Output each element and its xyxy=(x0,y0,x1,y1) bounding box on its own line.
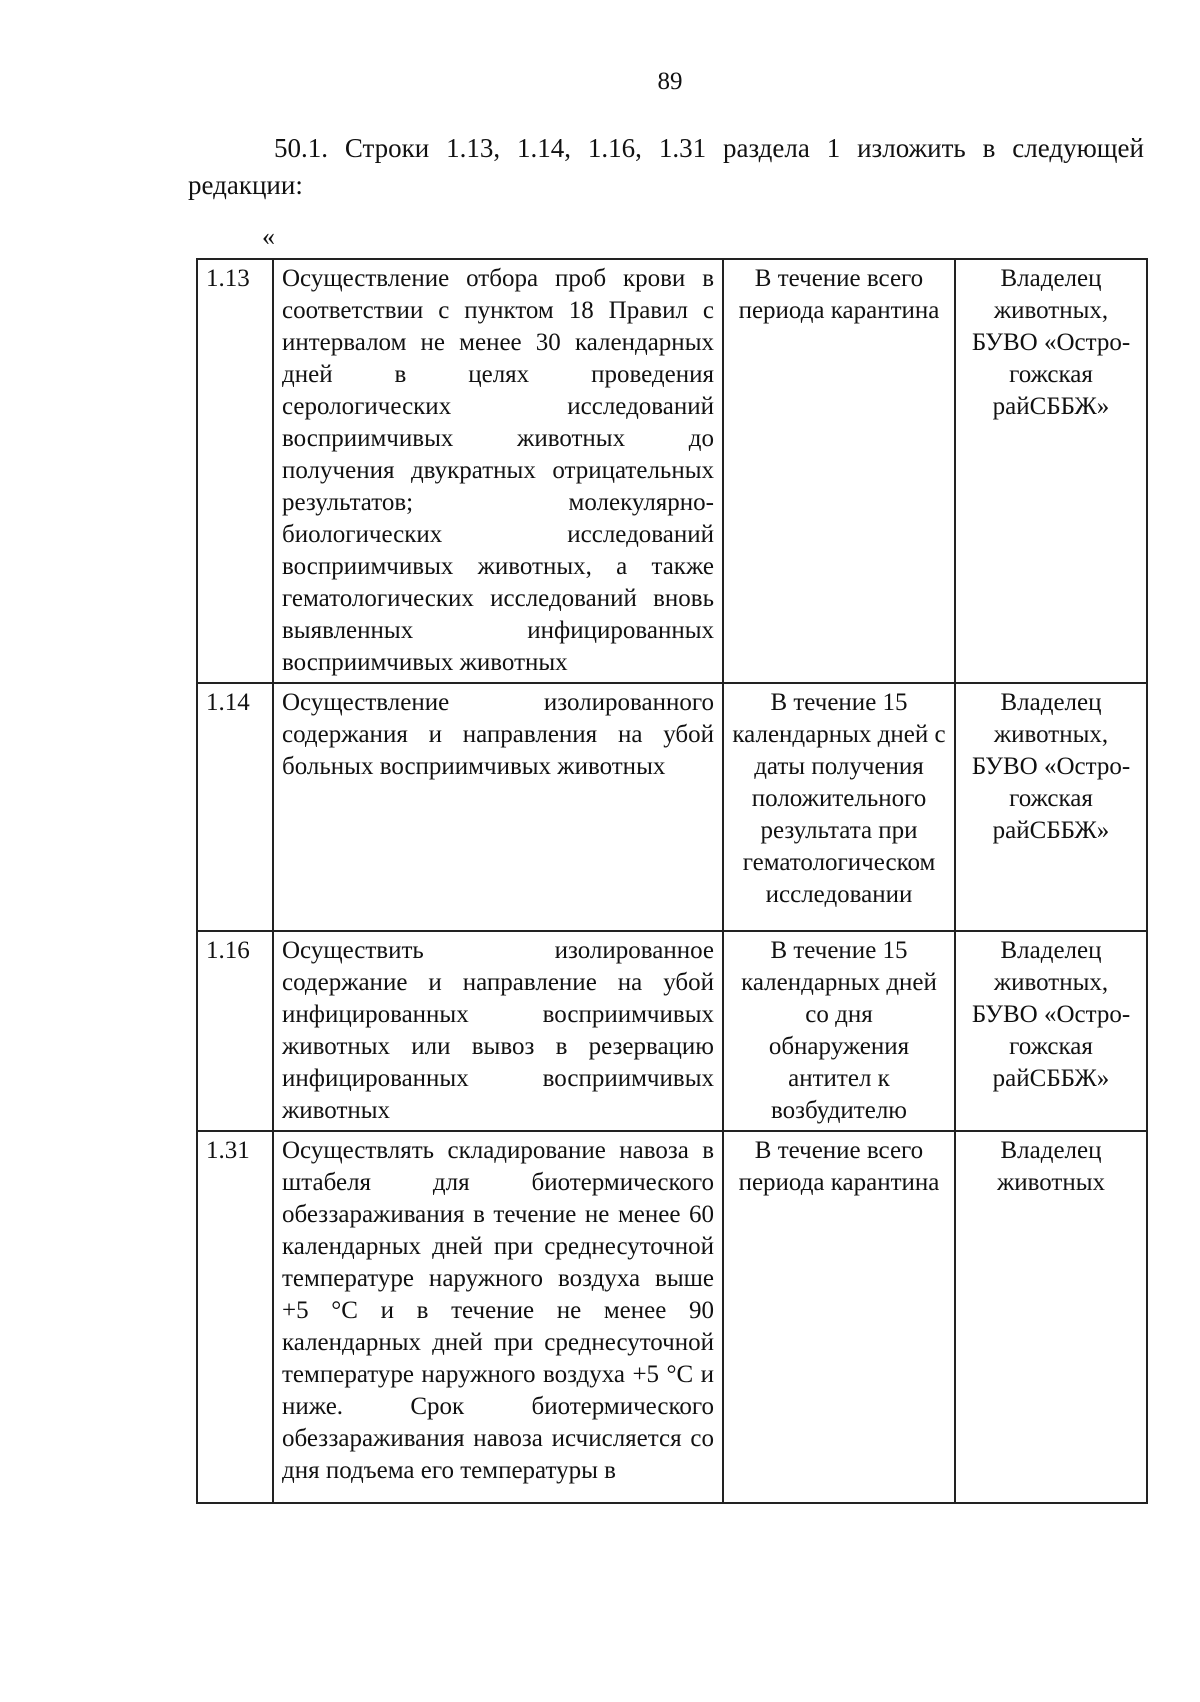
row-number: 1.31 xyxy=(197,1131,273,1503)
term-cell: В течение 15 календарных дней со дня обнаружения антител к возбудителю xyxy=(723,931,955,1131)
term-cell: В течение всего периода карантина xyxy=(723,1131,955,1503)
table-row xyxy=(197,1131,1147,1503)
row-number: 1.14 xyxy=(197,683,273,931)
page-number: 89 xyxy=(657,68,683,95)
measures-table xyxy=(196,258,1148,1504)
action-cell: Осуществить изолированное содержание и направление на убой инфицированных восприимчивых животных или вывоз в резервацию инфицированных восприимчивых животных xyxy=(273,931,723,1131)
table-row xyxy=(197,931,1147,1131)
table-row xyxy=(197,259,1147,683)
opening-quote: « xyxy=(262,222,275,251)
row-number: 1.16 xyxy=(197,931,273,1131)
term-cell: В течение 15 календарных дней с даты получения положительного результата при гематологическом исследовании xyxy=(723,683,955,931)
action-cell: Осуществление изолированного содержания и направления на убой больных восприимчивых животных xyxy=(273,683,723,931)
table-row xyxy=(197,683,1147,931)
responsible-cell: Владелец животных, БУВО «Остро-гожская райСББЖ» xyxy=(955,683,1147,931)
row-number: 1.13 xyxy=(197,259,273,683)
responsible-cell: Владелец животных xyxy=(955,1131,1147,1503)
intro-paragraph: 50.1. Строки 1.13, 1.14, 1.16, 1.31 раздела 1 изложить в следующей редакции: xyxy=(188,133,1144,200)
action-cell: Осуществление отбора проб крови в соответствии с пунктом 18 Правил с интервалом не менее 30 календарных дней в целях проведения серологических исследований восприимчивых животных до получения двукратных отрицательных результатов; молекулярно-биологических исследований восприимчивых животных, а также гематологических исследований вновь выявленных инфицированных восприимчивых животных xyxy=(273,259,723,683)
responsible-cell: Владелец животных, БУВО «Остро-гожская райСББЖ» xyxy=(955,259,1147,683)
term-cell: В течение всего периода карантина xyxy=(723,259,955,683)
action-cell: Осуществлять складирование навоза в штабеля для биотермического обеззараживания в течение не менее 60 календарных дней при среднесуточной температуре наружного воздуха выше +5 °С и в течение не менее 90 календарных дней при среднесуточной температуре наружного воздуха +5 °С и ниже. Срок биотермического обеззараживания навоза исчисляется со дня подъема его температуры в xyxy=(273,1131,723,1503)
responsible-cell: Владелец животных, БУВО «Остро-гожская райСББЖ» xyxy=(955,931,1147,1131)
